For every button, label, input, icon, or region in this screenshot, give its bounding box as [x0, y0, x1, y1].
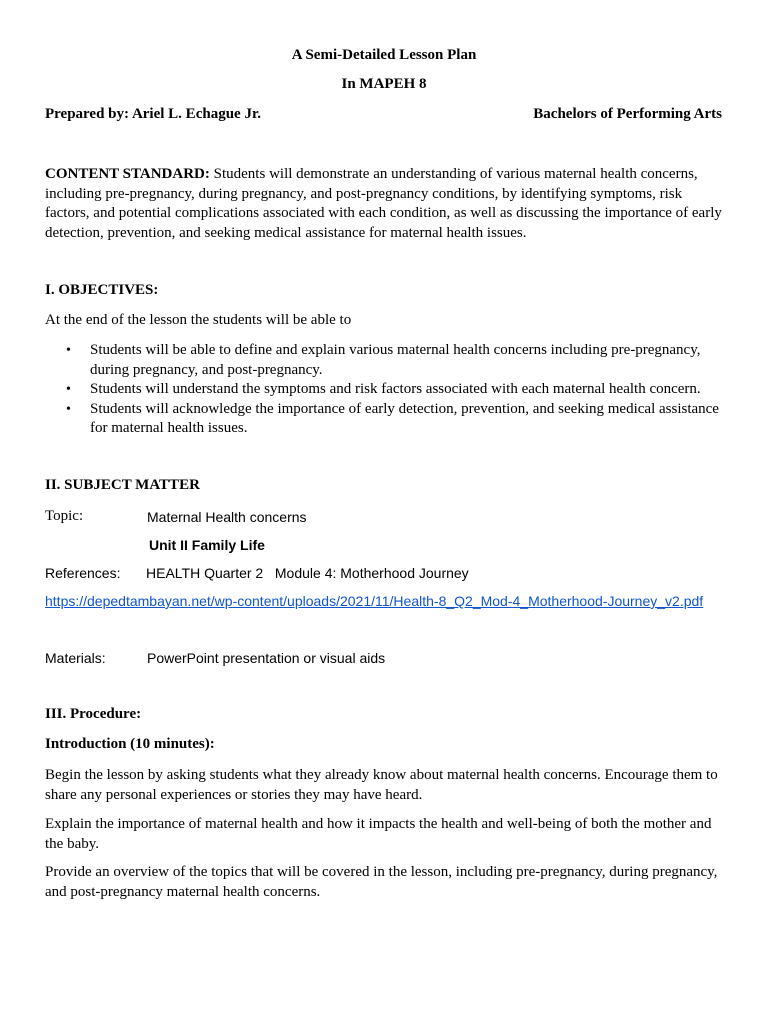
list-item	[45, 400, 725, 439]
content-standard-text: Students will demonstrate an understanding of various maternal health concerns, including pre-pregnancy, during pregnancy, and post-pregnancy conditions, by identifying symptoms, risk factors, and potential complications associated with each condition, as well as discussing the importance of early detection, prevention, and seeking medical assistance for maternal health issues.	[45, 166, 722, 241]
document-title: A Semi-Detailed Lesson Plan	[291, 47, 477, 63]
introduction-heading: Introduction (10 minutes):	[45, 736, 215, 752]
references-label: References:	[45, 565, 121, 581]
subject-matter-heading: II. SUBJECT MATTER	[45, 477, 200, 493]
reference-link[interactable]: https://depedtambayan.net/wp-content/uploads/2021/11/Health-8_Q2_Mod-4_Motherhood-Journey_v2.pdf	[45, 593, 704, 609]
objective-text: Students will be able to define and explain various maternal health concerns including pre-pregnancy, during pregnancy, and post-pregnancy.	[90, 342, 701, 378]
procedure-heading: III. Procedure:	[45, 706, 142, 722]
content-standard	[45, 165, 725, 243]
objective-text: Students will understand the symptoms and risk factors associated with each maternal health concern.	[90, 381, 701, 397]
topic-label: Topic:	[45, 508, 84, 524]
objectives-heading: I. OBJECTIVES:	[45, 282, 159, 298]
degree: Bachelors of Performing Arts	[533, 106, 722, 122]
list-item	[45, 341, 725, 380]
objectives-intro: At the end of the lesson the students will be able to	[45, 312, 352, 328]
bullet-icon: •	[66, 401, 71, 417]
list-item	[45, 380, 725, 400]
procedure-paragraph: Explain the importance of maternal health and how it impacts the health and well-being of both the mother and the baby.	[45, 816, 712, 852]
materials-label: Materials:	[45, 650, 106, 666]
content-standard-label: CONTENT STANDARD:	[45, 166, 210, 182]
prepared-by: Prepared by: Ariel L. Echague Jr.	[45, 106, 261, 122]
objectives-list	[45, 341, 725, 439]
references-value: HEALTH Quarter 2 Module 4: Motherhood Journey	[146, 565, 469, 581]
bullet-icon: •	[66, 343, 71, 358]
procedure-paragraph: Provide an overview of the topics that will be covered in the lesson, including pre-pregnancy, during pregnancy, and post-pregnancy maternal health concerns.	[45, 864, 718, 900]
document-subject: In MAPEH 8	[341, 76, 427, 92]
topic-value: Maternal Health concerns	[147, 509, 307, 525]
bullet-icon: •	[66, 382, 71, 397]
objective-text: Students will acknowledge the importance of early detection, prevention, and seeking medical assistance for maternal health issues.	[90, 400, 719, 436]
procedure-paragraph: Begin the lesson by asking students what they already know about maternal health concerns. Encourage them to share any personal experiences or stories they may have heard.	[45, 767, 718, 803]
unit-title: Unit II Family Life	[149, 537, 265, 553]
materials-value: PowerPoint presentation or visual aids	[147, 650, 386, 666]
